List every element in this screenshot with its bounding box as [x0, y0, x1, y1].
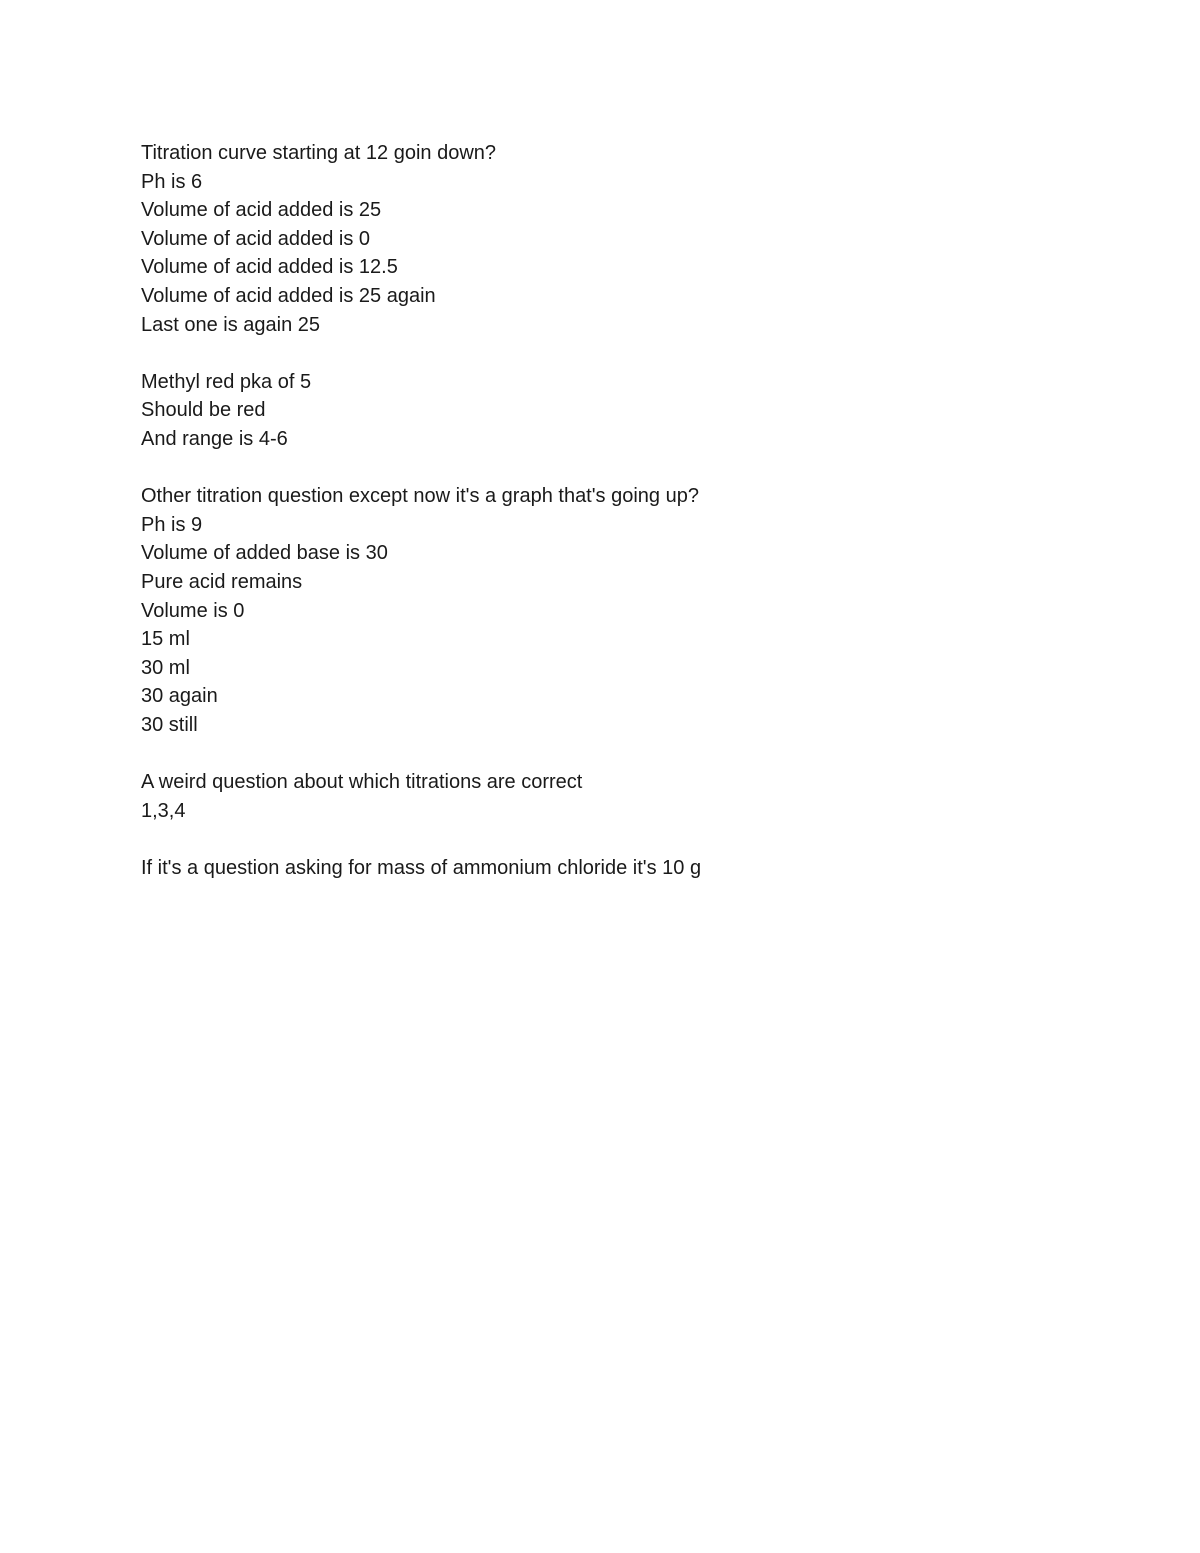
text-line: Volume of acid added is 25: [141, 199, 382, 222]
section-ammonium-chloride: [141, 854, 1141, 883]
text-line: Ph is 9: [141, 513, 203, 536]
text-line: 15 ml: [141, 628, 190, 651]
text-line: If it's a question asking for mass of ammonium chloride it's 10 g: [141, 856, 702, 879]
text-line: 1,3,4: [141, 799, 186, 822]
text-line: 30 still: [141, 713, 198, 736]
text-line: 30 ml: [141, 656, 190, 679]
text-line: Volume of added base is 30: [141, 542, 388, 565]
text-line: Other titration question except now it's a graph that's going up?: [141, 485, 699, 508]
text-line: Titration curve starting at 12 goin down?: [141, 142, 497, 164]
text-line: 30 again: [141, 685, 218, 708]
text-line: Ph is 6: [141, 170, 203, 193]
text-line: Volume of acid added is 12.5: [141, 256, 398, 279]
text-line: Volume is 0: [141, 599, 245, 622]
text-line: Should be red: [141, 399, 266, 422]
section-titration-up: [141, 482, 1141, 739]
text-line: Volume of acid added is 0: [141, 227, 371, 250]
document-body: [141, 139, 1141, 882]
text-line: And range is 4-6: [141, 427, 288, 450]
text-line: Volume of acid added is 25 again: [141, 284, 436, 307]
text-line: Pure acid remains: [141, 570, 303, 593]
section-methyl-red: [141, 368, 1141, 454]
text-line: Last one is again 25: [141, 313, 321, 336]
text-line: A weird question about which titrations are correct: [141, 771, 583, 794]
section-titration-down: [141, 139, 1141, 339]
section-weird-question: [141, 768, 1141, 825]
text-line: Methyl red pka of 5: [141, 370, 312, 393]
